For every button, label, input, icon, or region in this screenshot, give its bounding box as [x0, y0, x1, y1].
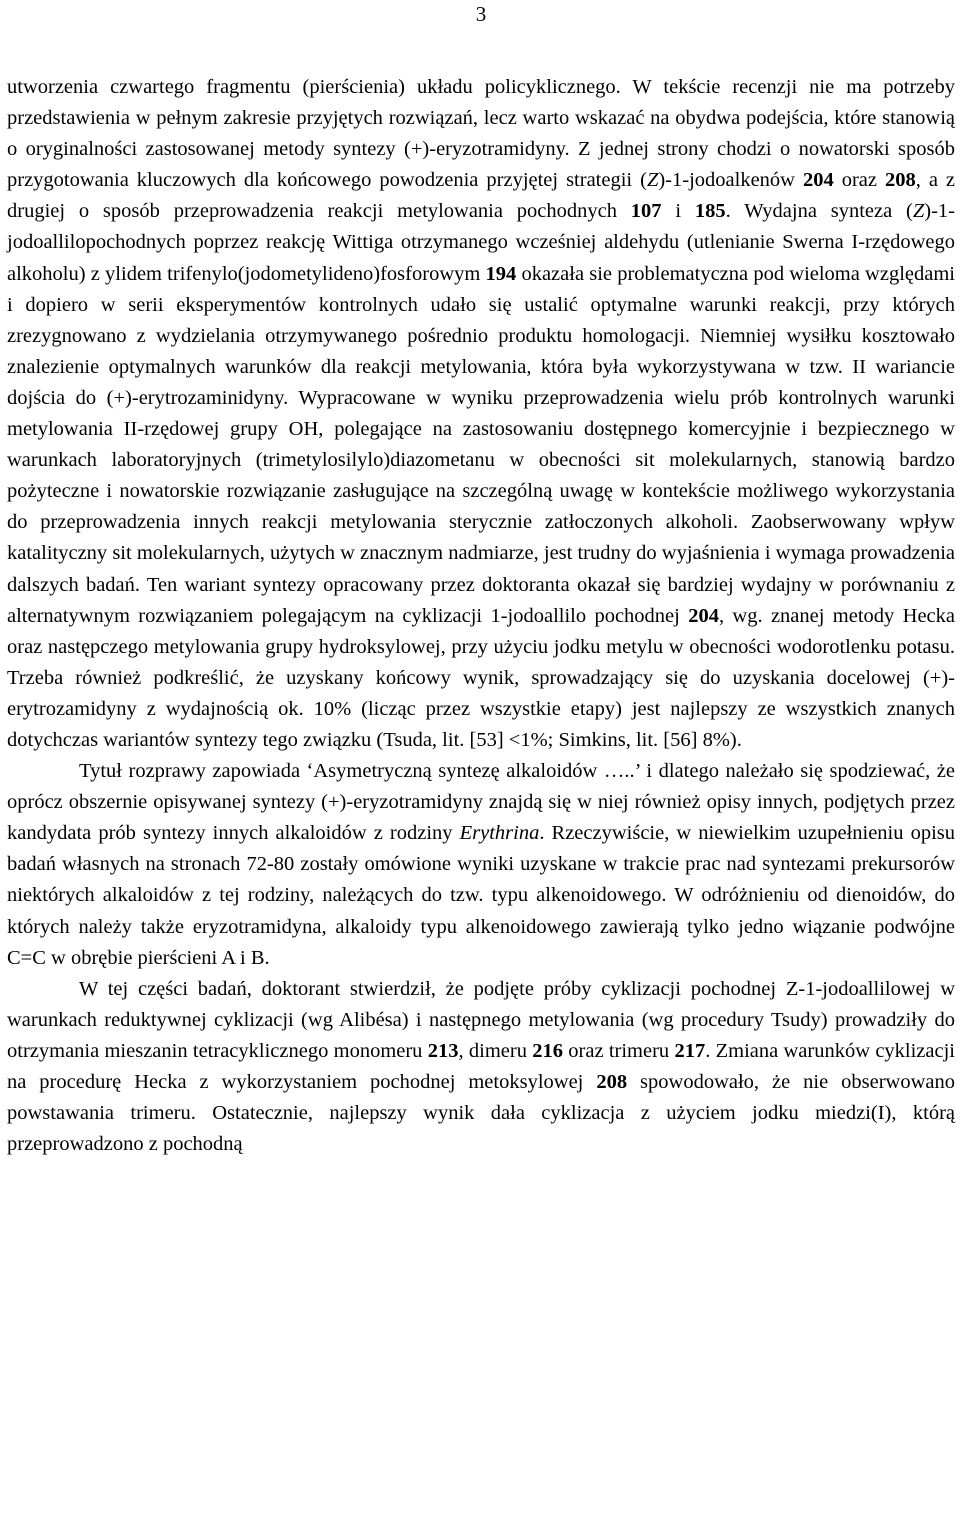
- text-run: , dimeru: [458, 1039, 533, 1062]
- text-run: spowodowało, że nie obserwowano powstawania trimeru. Ostatecznie, najlepszy wynik dała cyklizacja z użyciem jodku miedzi(I), którą przeprowadzono z pochodną: [7, 1071, 955, 1156]
- paragraph-2: [7, 756, 955, 974]
- paragraph-1: [7, 72, 955, 756]
- compound-number: 185: [694, 200, 726, 223]
- compound-number: 107: [630, 200, 662, 223]
- text-run: . Rzeczywiście, w niewielkim uzupełnieniu opisu badań własnych na stronach 72-80 zostały omówione wyniki uzyskane w trakcie prac nad syntezami prekursorów niektórych alkaloidów z tej rodziny, należących do tzw. typu alkenoidowego. W odróżnieniu od dienoidów, do których należy także eryzotramidyna, alkaloidy typu alkenoidowego zawierają tylko jedno wiązanie podwójne C=C w obrębie pierścieni A i B.: [7, 822, 956, 969]
- text-run: , wg. znanej metody Hecka oraz następczego metylowania grupy hydroksylowej, przy użyciu jodku metylu w obecności wodorotlenku potasu. Trzeba również podkreślić, że uzyskany końcowy wynik, sprowadzający się do uzyskania docelowej (+)-erytrozamidyny z wydajnością ok. 10% (licząc przez wszystkie etapy) jest najlepszy ze wszystkich znanych dotychczas wariantów syntezy tego związku (Tsuda, lit. [53] <1%; Simkins, lit. [56] 8%).: [7, 604, 955, 751]
- text-run: . Wydajna synteza (: [725, 200, 913, 223]
- paragraph-3: [7, 974, 955, 1161]
- text-run: )-1-jodoallilopochodnych poprzez reakcję Wittiga otrzymanego wcześniej aldehydu (utlenianie Swerna I-rzędowego alkoholu) z ylidem trifenylo(jodometylideno)fosforowym: [7, 200, 956, 285]
- text-run: utworzenia czwartego fragmentu (pierścienia) układu policyklicznego. W tekście recenzji nie ma potrzeby przedstawienia w pełnym zakresie przyjętych rozwiązań, lecz warto wskazać na obydwa podejścia, które stanowią o oryginalności zastosowanej metody syntezy (+)-eryzotramidyny. Z jednej strony chodzi o nowatorski sposób przygotowania kluczowych dla końcowego powodzenia przyjętej strategii (: [7, 76, 955, 192]
- text-run: i: [661, 200, 695, 223]
- italic-text: Z: [912, 200, 925, 223]
- compound-number: 208: [596, 1071, 628, 1093]
- compound-number: 217: [674, 1039, 706, 1062]
- compound-number: 204: [688, 604, 719, 627]
- text-run: okazała sie problematyczna pod wieloma względami i dopiero w serii eksperymentów kontrolnych udało się ustalić optymalne warunki reakcji, przy których zrezygnowano z wydzielania otrzymywanego pośrednio produktu homologacji. Niemniej wysiłku kosztowało znalezienie optymalnych warunków dla reakcji metylowania, która była wykorzystywana w tzw. II wariancie dojścia do (+)-erytrozaminidyny. Wypracowane w wyniku przeprowadzenia wielu prób kontrolnych warunki metylowania II-rzędowej grupy OH, polegające na zastosowaniu dostępnego komercyjnie i bezpiecznego w warunkach laboratoryjnych (trimetylosilylo)diazometanu w obecności sit molekularnych, stanowią bardzo pożyteczne i nowatorskie rozwiązanie zasługujące na szczególną uwagę w kontekście możliwego wykorzystania do przeprowadzenia innych reakcji metylowania sterycznie zatłoczonych alkoholi. Zaobserwowany wpływ katalityczny sit molekularnych, użytych w znacznym nadmiarze, jest trudny do wyjaśnienia i wymaga prowadzenia dalszych badań. Ten wariant syntezy opracowany przez doktoranta okazał się bardziej wydajny w porównaniu z alternatywnym rozwiązaniem polegającym na cyklizacji 1-jodoallilo pochodnej: [7, 262, 955, 627]
- compound-number: 204: [802, 169, 834, 192]
- italic-text: Z: [646, 169, 659, 192]
- compound-number: 194: [485, 262, 517, 285]
- compound-number: 213: [427, 1039, 459, 1062]
- text-run: , a z drugiej o sposób przeprowadzenia reakcji metylowania pochodnych: [7, 169, 955, 223]
- page-number: 3: [475, 2, 487, 26]
- body-text: [7, 72, 955, 1160]
- compound-number: 216: [532, 1039, 563, 1062]
- italic-text: Erythrina: [459, 822, 540, 845]
- compound-number: 208: [884, 169, 916, 192]
- text-run: oraz: [833, 169, 885, 192]
- text-run: W tej części badań, doktorant stwierdził, że podjęte próby cyklizacji pochodnej Z-1-jodoallilowej w warunkach reduktywnej cyklizacji (wg Alibésa) i następnego metylowania (wg procedury Tsudy) prowadziły do otrzymania mieszanin tetracyklicznego monomeru: [7, 977, 955, 1062]
- text-run: Tytuł rozprawy zapowiada ‘Asymetryczną syntezę alkaloidów …..’ i dlatego należało się spodziewać, że oprócz obszernie opisywanej syntezy (+)-eryzotramidyny znajdą się w niej również opisy innych, podjętych przez kandydata prób syntezy innych alkaloidów z rodziny: [7, 760, 955, 845]
- text-run: . Zmiana warunków cyklizacji na procedurę Hecka z wykorzystaniem pochodnej metoksylowej: [7, 1039, 955, 1093]
- text-run: )-1-jodoalkenów: [658, 169, 803, 192]
- text-run: oraz trimeru: [562, 1039, 675, 1062]
